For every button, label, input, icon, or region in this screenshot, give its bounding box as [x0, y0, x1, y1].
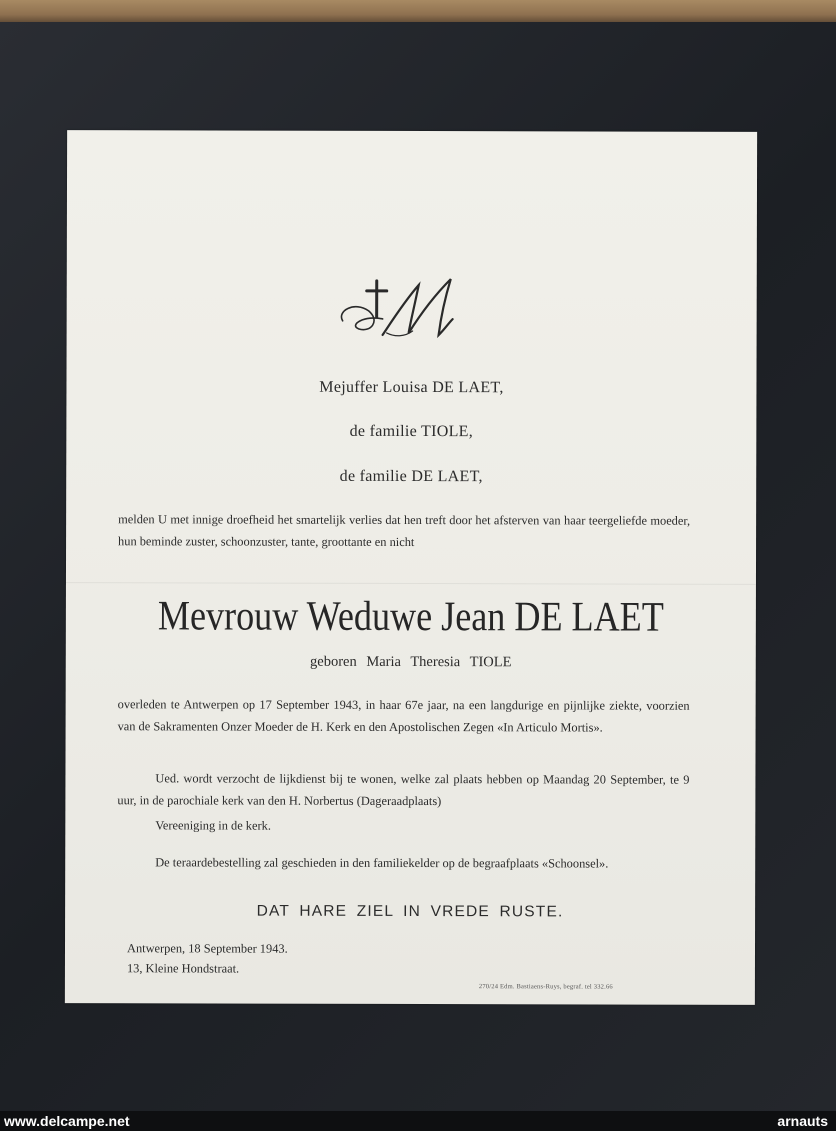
service-details-paragraph: Ued. wordt verzocht de lijkdienst bij te wonen, welke zal plaats hebben op Maandag 20 September, te 9 uur, in de parochiale kerk van den H. Norbertus (Dageraadplaats) — [117, 771, 690, 809]
birth-name: geboren Maria Theresia TIOLE — [309, 653, 512, 671]
family-line-3: de familie DE LAET, — [339, 467, 483, 486]
burial-paragraph: De teraardebestelling zal geschieden in den familiekelder op de begraafplaats «Schoonsel». — [155, 855, 609, 871]
deceased-name: Mevrouw Weduwe Jean DE LAET — [157, 593, 664, 641]
mourning-card — [65, 130, 757, 1005]
family-line-2: de familie TIOLE, — [349, 422, 474, 441]
wooden-surface — [0, 0, 836, 24]
death-details-paragraph: overleden te Antwerpen op 17 September 1943, in haar 67e jaar, na een langdurige en pijnlijke ziekte, voorzien van de Sakramenten Onzer Moeder de H. Kerk en den Apostolischen Zegen «In Articulo Mortis». — [117, 697, 690, 735]
printer-credit: 270/24 Edm. Bastiaens-Ruys, begraf. tel 332.66 — [478, 983, 613, 991]
card-fold-line — [66, 582, 756, 585]
announcement-paragraph: melden U met innige droefheid het smartelijk verlies dat hen treft door het afsterven van haar teergeliefde moeder, hun beminde zuster, schoonzuster, tante, groottante en nicht — [118, 512, 691, 550]
prayer-line: DAT HARE ZIEL IN VREDE RUSTE. — [256, 902, 564, 921]
place-date: Antwerpen, 18 September 1943. — [126, 941, 288, 956]
gathering-note: Vereeniging in de kerk. — [155, 818, 271, 833]
watermark-right: arnauts — [777, 1113, 828, 1129]
watermark-left: www.delcampe.net — [4, 1113, 130, 1129]
address: 13, Kleine Hondstraat. — [126, 961, 240, 976]
cross-monogram-icon — [335, 271, 465, 351]
family-line-1: Mejuffer Louisa DE LAET, — [319, 378, 504, 397]
